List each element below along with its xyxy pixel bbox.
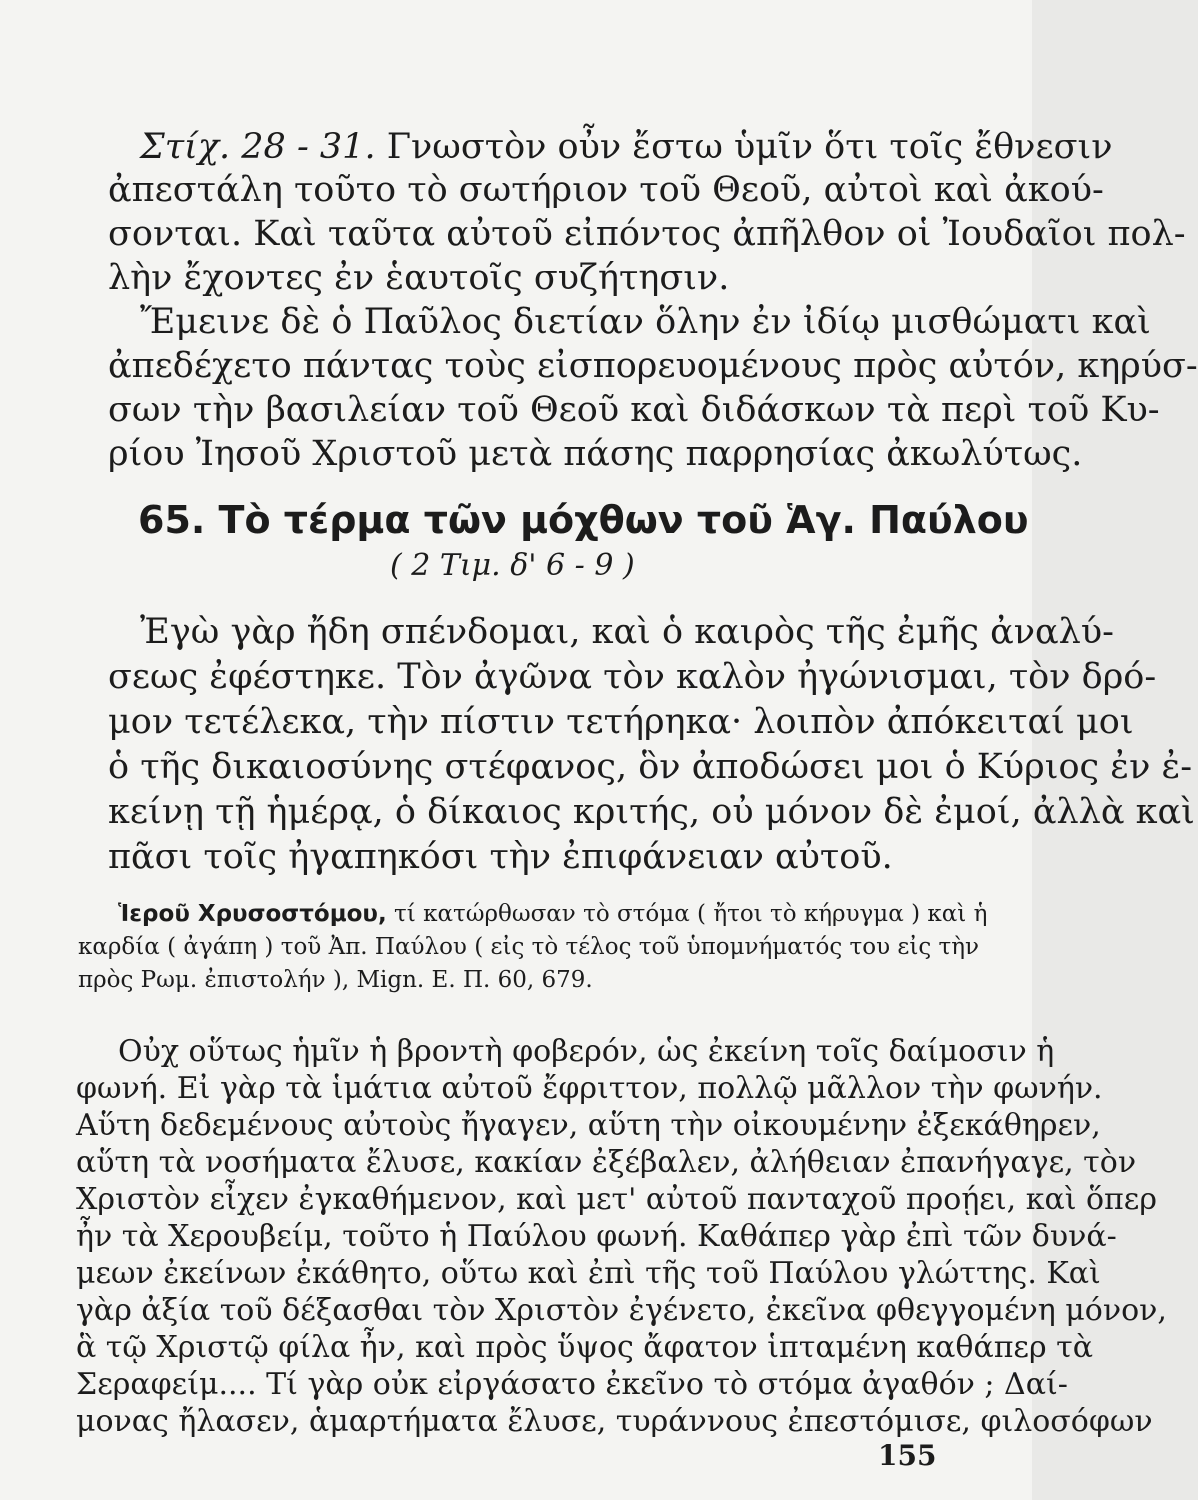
commentary-line: γὰρ ἀξία τοῦ δέξασθαι τὸν Χριστὸν ἐγένετο, ἐκεῖνα φθεγγομένη μόνον, xyxy=(76,1293,1167,1328)
commentary-note-line: πρὸς Ρωμ. ἐπιστολήν ), Mign. E. Π. 60, 679. xyxy=(78,967,593,993)
section-title: 65. Τὸ τέρμα τῶν μόχθων τοῦ Ἁγ. Παύλου xyxy=(138,498,1029,542)
commentary-line: ἃ τῷ Χριστῷ φίλα ἦν, καὶ πρὸς ὕψος ἄφατον ἱπταμένη καθάπερ τὰ xyxy=(76,1330,1093,1365)
section-line: σεως ἐφέστηκε. Τὸν ἀγῶνα τὸν καλὸν ἠγώνισμαι, τὸν δρό- xyxy=(108,657,1157,697)
passage-first-line xyxy=(140,125,1113,169)
section-line: πᾶσι τοῖς ἠγαπηκόσι τὴν ἐπιφάνειαν αὐτοῦ. xyxy=(108,837,893,877)
commentary-line: Οὐχ οὕτως ἡμῖν ἡ βροντὴ φοβερόν, ὡς ἐκείνη τοῖς δαίμοσιν ἡ xyxy=(118,1034,1055,1069)
section-line: Ἐγὼ γὰρ ἤδη σπένδομαι, καὶ ὁ καιρὸς τῆς ἐμῆς ἀναλύ- xyxy=(140,612,1114,652)
passage-line: σων τὴν βασιλείαν τοῦ Θεοῦ καὶ διδάσκων τὰ περὶ τοῦ Κυ- xyxy=(108,390,1160,430)
commentary-author: Ἱεροῦ Χρυσοστόμου, xyxy=(118,901,387,927)
commentary-note-text: τί κατώρθωσαν τὸ στόμα ( ἤτοι τὸ κήρυγμα ) καὶ ἡ xyxy=(394,901,988,927)
commentary-line: αὕτη τὰ νοσήματα ἔλυσε, κακίαν ἐξέβαλεν, ἀλήθειαν ἐπανήγαγε, τὸν xyxy=(76,1145,1137,1180)
commentary-line: μεων ἐκείνων ἐκάθητο, οὕτω καὶ ἐπὶ τῆς τοῦ Παύλου γλώττης. Καὶ xyxy=(76,1256,1101,1291)
section-line: μον τετέλεκα, τὴν πίστιν τετήρηκα· λοιπὸν ἀπόκειταί μοι xyxy=(108,702,1134,742)
commentary-line: ἦν τὰ Χερουβείμ, τοῦτο ἡ Παύλου φωνή. Καθάπερ γὰρ ἐπὶ τῶν δυνά- xyxy=(76,1219,1117,1254)
commentary-line: Αὕτη δεδεμένους αὐτοὺς ἤγαγεν, αὕτη τὴν οἰκουμένην ἐξεκάθηρεν, xyxy=(76,1108,1101,1143)
section-reference: ( 2 Τιμ. δ' 6 - 9 ) xyxy=(390,548,635,583)
commentary-line: φωνή. Εἰ γὰρ τὰ ἱμάτια αὐτοῦ ἔφριττον, πολλῷ μᾶλλον τὴν φωνήν. xyxy=(76,1071,1103,1106)
commentary-line: μονας ἤλασεν, ἁμαρτήματα ἔλυσε, τυράννους ἐπεστόμισε, φιλοσόφων xyxy=(76,1404,1153,1439)
commentary-note-line: καρδία ( ἀγάπη ) τοῦ Ἀπ. Παύλου ( εἰς τὸ τέλος τοῦ ὑπομνήματός του εἰς τὴν xyxy=(78,934,980,960)
page-number: 155 xyxy=(878,1439,937,1472)
passage-line: Ἔμεινε δὲ ὁ Παῦλος διετίαν ὅλην ἐν ἰδίῳ μισθώματι καὶ xyxy=(140,302,1151,342)
verse-reference: Στίχ. 28 - 31. xyxy=(140,127,376,167)
commentary-line: Χριστὸν εἶχεν ἐγκαθήμενον, καὶ μετ' αὐτοῦ πανταχοῦ προῄει, καὶ ὅπερ xyxy=(76,1182,1157,1217)
passage-line: ρίου Ἰησοῦ Χριστοῦ μετὰ πάσης παρρησίας ἀκωλύτως. xyxy=(108,434,1083,474)
passage-line: ἀπεστάλη τοῦτο τὸ σωτήριον τοῦ Θεοῦ, αὐτοὶ καὶ ἀκού- xyxy=(108,170,1104,210)
commentary-line: Σεραφείμ.... Τί γὰρ οὐκ εἰργάσατο ἐκεῖνο τὸ στόμα ἀγαθόν ; Δαί- xyxy=(76,1367,1068,1402)
commentary-note-line xyxy=(118,898,988,931)
passage-line: λὴν ἔχοντες ἐν ἑαυτοῖς συζήτησιν. xyxy=(108,258,730,298)
section-line: κείνῃ τῇ ἡμέρᾳ, ὁ δίκαιος κριτής, οὐ μόνον δὲ ἐμοί, ἀλλὰ καὶ xyxy=(108,792,1195,832)
section-line: ὁ τῆς δικαιοσύνης στέφανος, ὃν ἀποδώσει μοι ὁ Κύριος ἐν ἐ- xyxy=(108,747,1193,787)
passage-line: ἀπεδέχετο πάντας τοὺς εἰσπορευομένους πρὸς αὐτόν, κηρύσ- xyxy=(108,346,1198,386)
passage-line-text: Γνωστὸν οὖν ἔστω ὑμῖν ὅτι τοῖς ἔθνεσιν xyxy=(386,127,1113,167)
passage-line: σονται. Καὶ ταῦτα αὐτοῦ εἰπόντος ἀπῆλθον οἱ Ἰουδαῖοι πολ- xyxy=(108,214,1186,254)
